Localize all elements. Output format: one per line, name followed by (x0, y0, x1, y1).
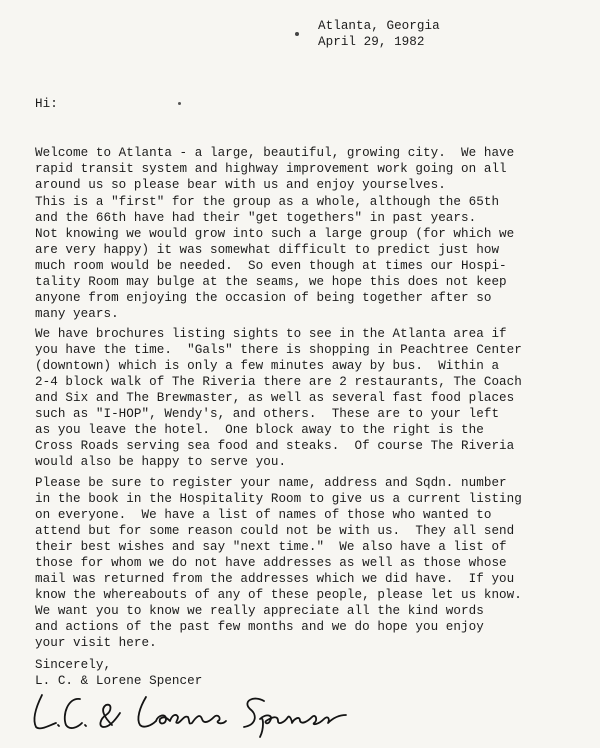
paragraph-line: attend but for some reason could not be with us. They all send (35, 524, 515, 538)
paragraph-line: are very happy) it was somewhat difficult to predict just how (35, 243, 500, 257)
handwritten-signature (28, 685, 358, 741)
paragraph-line: Not knowing we would grow into such a large group (for which we (35, 227, 515, 241)
paragraph-line: your visit here. (35, 636, 157, 650)
paragraph-register (35, 475, 522, 651)
paragraph-line: those for whom we do not have addresses as well as those whose (35, 556, 507, 570)
paragraph-line: We have brochures listing sights to see in the Atlanta area if (35, 327, 507, 341)
paragraph-sights (35, 326, 522, 470)
paragraph-line: mail was returned from the addresses which we did have. If you (35, 572, 515, 586)
paragraph-line: We want you to know we really appreciate all the kind words (35, 604, 484, 618)
paragraph-line: anyone from enjoying the occasion of being together after so (35, 291, 492, 305)
paragraph-line: rapid transit system and highway improvement work going on all (35, 162, 507, 176)
paragraph-line: their best wishes and say "next time." We also have a list of (35, 540, 507, 554)
paragraph-line: and actions of the past few months and we do hope you enjoy (35, 620, 484, 634)
paragraph-line: This is a "first" for the group as a whole, although the 65th (35, 195, 500, 209)
paragraph-line: on everyone. We have a list of names of those who wanted to (35, 508, 492, 522)
letter-greeting: Hi: (35, 97, 58, 111)
letter-date: April 29, 1982 (318, 35, 425, 49)
paragraph-welcome (35, 145, 514, 193)
paragraph-line: know the whereabouts of any of these people, please let us know. (35, 588, 522, 602)
closing-word: Sincerely, (35, 658, 112, 672)
paragraph-line: in the book in the Hospitality Room to give us a current listing (35, 492, 522, 506)
paragraph-line: you have the time. "Gals" there is shopping in Peachtree Center (35, 343, 522, 357)
paragraph-first-gathering (35, 194, 514, 322)
paragraph-line: tality Room may bulge at the seams, we hope this does not keep (35, 275, 507, 289)
letter-place: Atlanta, Georgia (318, 19, 440, 33)
paragraph-line: Please be sure to register your name, address and Sqdn. number (35, 476, 507, 490)
paper-speck (295, 32, 299, 36)
paragraph-line: much room would be needed. So even though at times our Hospi- (35, 259, 507, 273)
paragraph-line: such as "I-HOP", Wendy's, and others. These are to your left (35, 407, 500, 421)
paragraph-line: and the 66th have had their "get togethers" in past years. (35, 211, 477, 225)
paragraph-line: 2-4 block walk of The Riveria there are 2 restaurants, The Coach (35, 375, 522, 389)
paragraph-line: Cross Roads serving sea food and steaks. Of course The Riveria (35, 439, 515, 453)
paragraph-line: as you leave the hotel. One block away to the right is the (35, 423, 484, 437)
paragraph-line: around us so please bear with us and enjoy yourselves. (35, 178, 446, 192)
paragraph-line: many years. (35, 307, 119, 321)
signers-typed: L. C. & Lorene Spencer (35, 674, 203, 688)
paragraph-line: Welcome to Atlanta - a large, beautiful, growing city. We have (35, 146, 515, 160)
paragraph-line: (downtown) which is only a few minutes away by bus. Within a (35, 359, 500, 373)
letter-dateline (318, 18, 440, 50)
paragraph-line: would also be happy to serve you. (35, 455, 287, 469)
paper-speck (178, 102, 181, 105)
paragraph-line: and Six and The Brewmaster, as well as several fast food places (35, 391, 515, 405)
